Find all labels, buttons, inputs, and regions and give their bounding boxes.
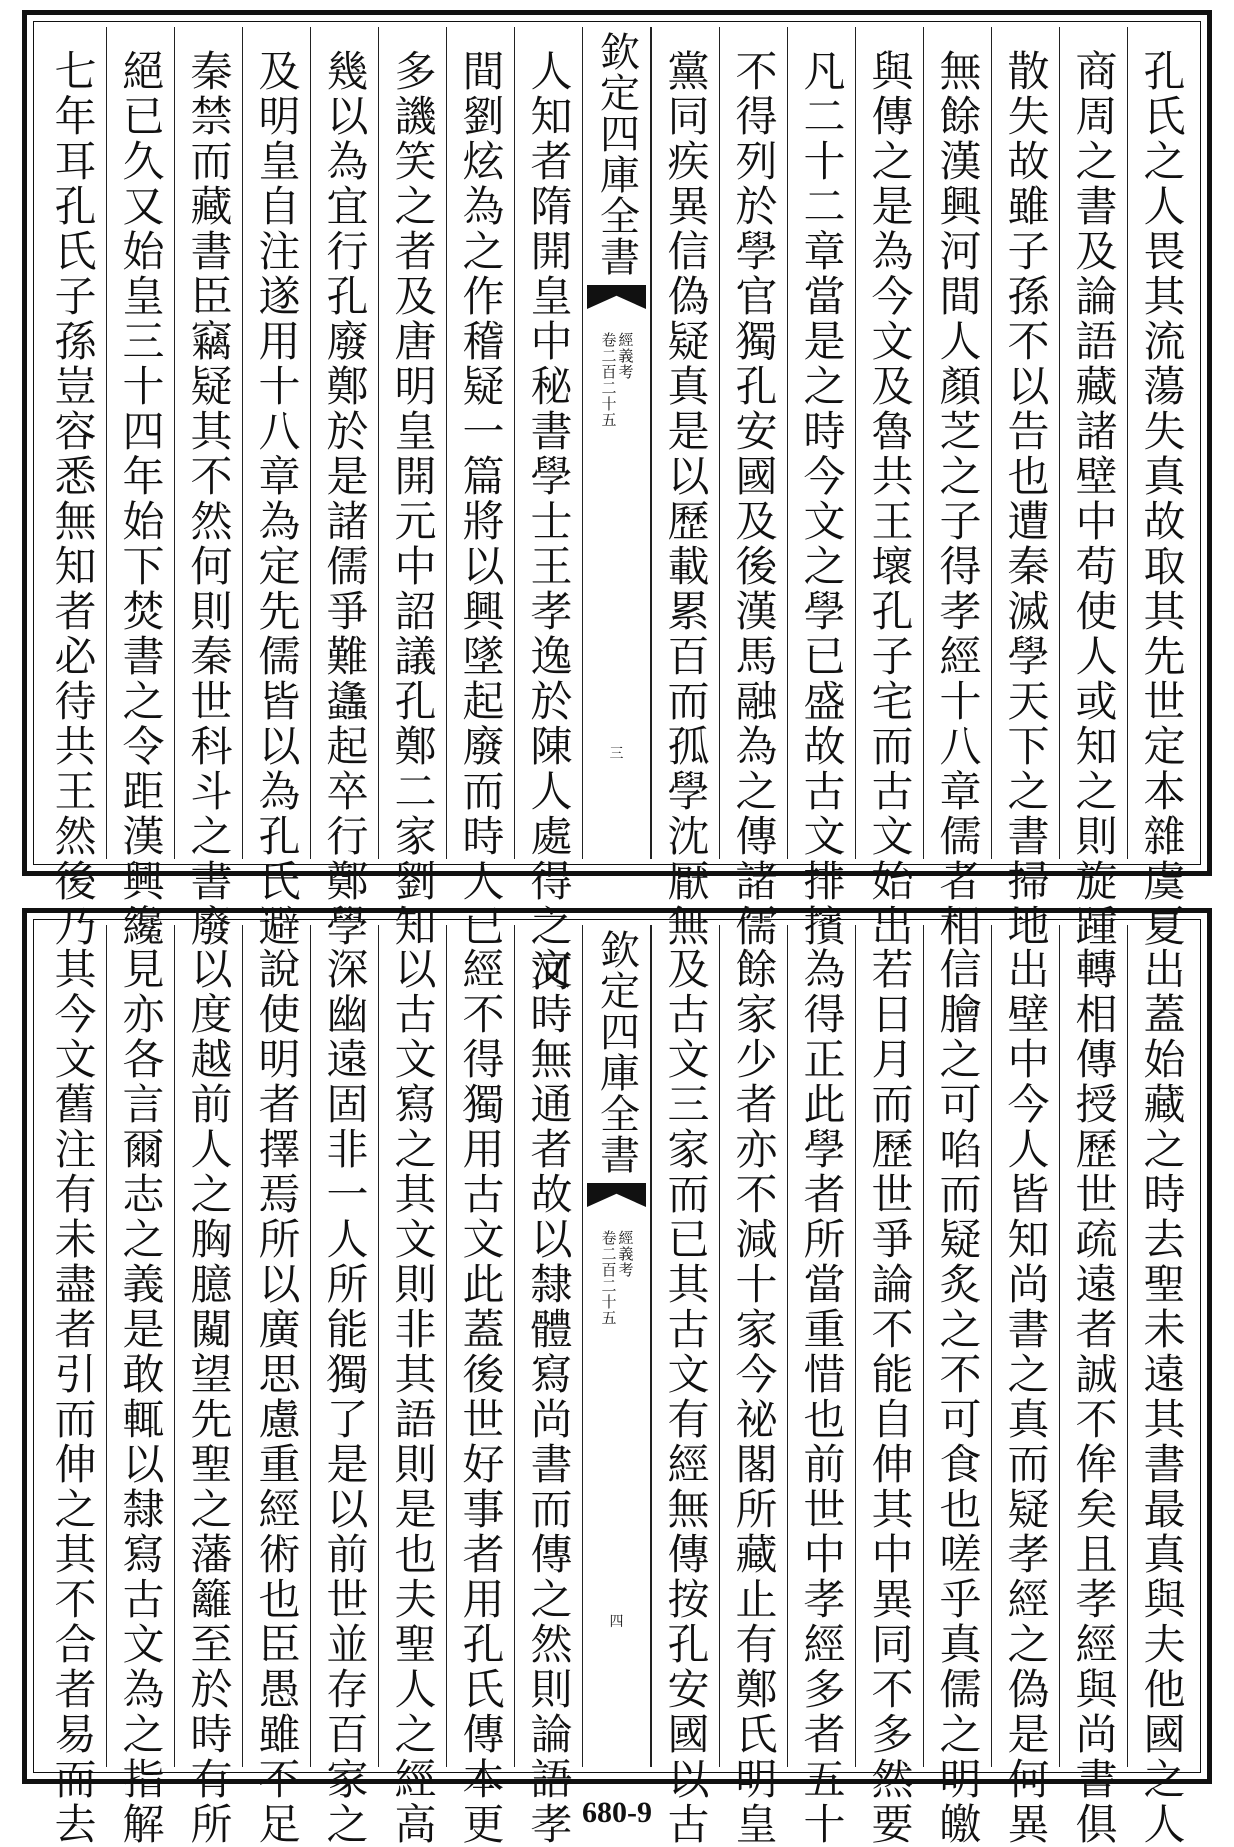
book-title: 欽定四庫全書: [593, 31, 640, 277]
text-column: 為得正此學者所當重惜也前世中孝經多者五十: [787, 925, 855, 1767]
text-column: 絕已久又始皇三十四年始下焚書之令距漢興纔: [106, 27, 174, 859]
text-column: 與傳之是為今文及魯共王壞孔子宅而古文始出: [855, 27, 923, 859]
text-column: 見亦各言爾志之義是敢輒以隸寫古文為之指解: [106, 925, 174, 1767]
text-column: 無餘漢興河間人顏芝之子得孝經十八章儒者相: [923, 27, 991, 859]
text-column: 散失故雖子孫不以告也遭秦滅學天下之書掃地: [991, 27, 1059, 859]
leaf-number: 四: [609, 1614, 624, 1630]
juan-label: 經義考 卷二百二十五: [599, 1230, 635, 1326]
text-column: 及古文三家而已其古文有經無傳按孔安國以古: [651, 925, 719, 1767]
text-column: 不得列於學官獨孔安國及後漢馬融為之傳諸儒: [719, 27, 787, 859]
text-column: 出壁中今人皆知尚書之真而疑孝經之偽是何異: [991, 925, 1059, 1767]
text-column: 文時無通者故以隸體寫尚書而傳之然則論語孝: [514, 925, 582, 1767]
text-column: 出蓋始藏之時去聖未遠其書最真與夫他國之人: [1127, 925, 1195, 1767]
text-column: 凡二十二章當是之時今文之學已盛故古文排擯: [787, 27, 855, 859]
fishtail-ornament: [587, 1183, 646, 1207]
text-column: 多譏笑之者及唐明皇開元中詔議孔鄭二家劉知: [378, 27, 446, 859]
center-margin: [582, 27, 651, 859]
page-number: 680-9: [582, 1796, 652, 1829]
text-column: 經不得獨用古文此蓋後世好事者用孔氏傳本更: [446, 925, 514, 1767]
text-column: 其今文舊注有未盡者引而伸之其不合者易而去: [48, 947, 98, 1847]
text-column: 及明皇自注遂用十八章為定先儒皆以為孔氏避: [242, 27, 310, 859]
text-column: 人知者隋開皇中秘書學士王孝逸於陳人處得之河: [514, 27, 582, 859]
text-column: 秦禁而藏書臣竊疑其不然何則秦世科斗之書廢: [174, 27, 242, 859]
center-margin: [582, 925, 651, 1767]
text-column: 說使明者擇焉所以廣思慮重經術也臣愚雖不足: [242, 925, 310, 1767]
page-top: [22, 10, 1212, 994]
fishtail-ornament: [587, 285, 646, 309]
text-column: 七年耳孔氏子孫豈容悉無知者必待共王然後乃: [48, 49, 98, 949]
text-column: 若日月而歷世爭論不能自伸其中異同不多然要: [855, 925, 923, 1767]
text-column: 信膾之可啗而疑炙之不可食也嗟乎真儒之明皦: [923, 925, 991, 1767]
text-column: 黨同疾異信偽疑真是以歷載累百而孤學沈厭無: [651, 27, 719, 859]
text-column: 以古文寫之其文則非其語則是也夫聖人之經高: [378, 925, 446, 1767]
juan-label: 經義考 卷二百二十五: [599, 332, 635, 428]
text-column: 以度越前人之胸臆闚望先聖之藩籬至於時有所: [174, 925, 242, 1767]
leaf-number: 三: [609, 746, 624, 762]
text-column: 幾以為宜行孔廢鄭於是諸儒爭難蠭起卒行鄭學: [310, 27, 378, 859]
text-column: 轉相傳授歷世疏遠者誠不侔矣且孝經與尚書俱: [1059, 925, 1127, 1767]
text-column: 孔氏之人畏其流蕩失真故取其先世定本雜虞夏: [1127, 27, 1195, 859]
text-column: 商周之書及論語藏諸壁中苟使人或知之則旋踵: [1059, 27, 1127, 859]
text-column: 深幽遠固非一人所能獨了是以前世並存百家之: [310, 925, 378, 1767]
text-column: 餘家少者亦不減十家今祕閣所藏止有鄭氏明皇: [719, 925, 787, 1767]
text-column: 間劉炫為之作稽疑一篇將以興墜起廢而時人已: [446, 27, 514, 859]
book-title: 欽定四庫全書: [593, 929, 640, 1175]
